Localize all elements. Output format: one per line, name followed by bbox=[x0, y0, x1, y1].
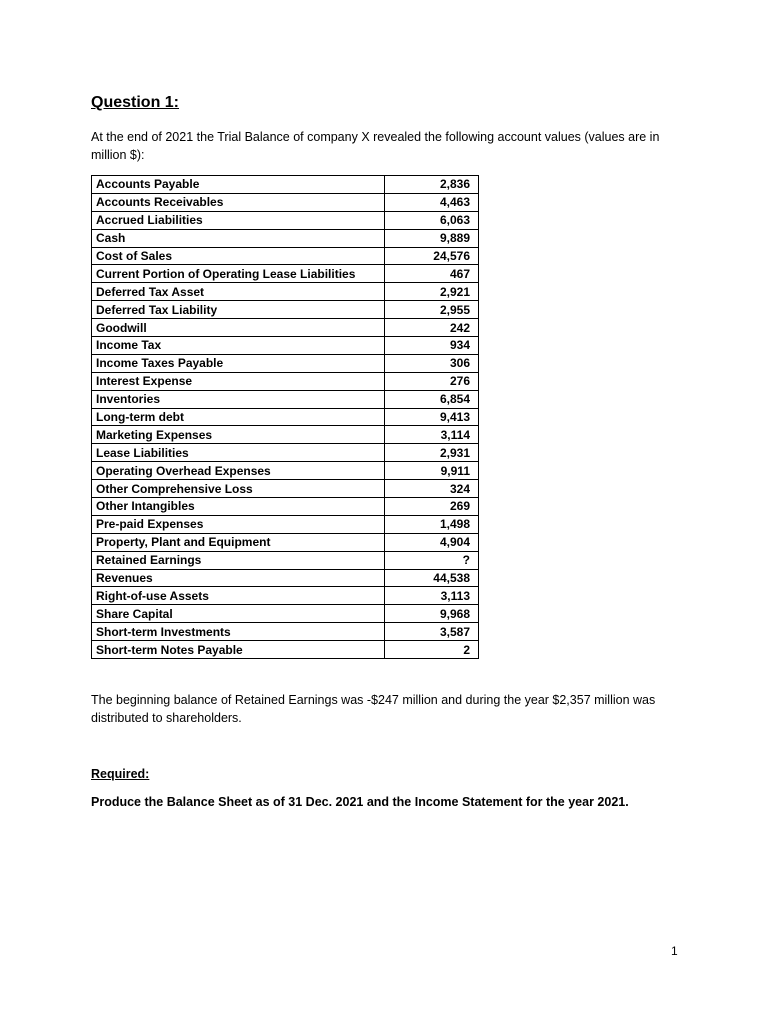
account-name: Pre-paid Expenses bbox=[92, 515, 385, 533]
account-value: 9,911 bbox=[385, 462, 479, 480]
required-label: Required: bbox=[91, 767, 150, 781]
table-row bbox=[92, 265, 479, 283]
account-value: 24,576 bbox=[385, 247, 479, 265]
account-name: Accrued Liabilities bbox=[92, 211, 385, 229]
account-value: 2 bbox=[385, 641, 479, 659]
account-name: Retained Earnings bbox=[92, 551, 385, 569]
table-row bbox=[92, 337, 479, 355]
table-row bbox=[92, 372, 479, 390]
table-row bbox=[92, 319, 479, 337]
account-name: Short-term Notes Payable bbox=[92, 641, 385, 659]
account-value: 44,538 bbox=[385, 569, 479, 587]
account-name: Current Portion of Operating Lease Liabilities bbox=[92, 265, 385, 283]
table-row bbox=[92, 533, 479, 551]
table-row bbox=[92, 587, 479, 605]
account-name: Property, Plant and Equipment bbox=[92, 533, 385, 551]
table-row bbox=[92, 444, 479, 462]
account-name: Other Intangibles bbox=[92, 498, 385, 516]
account-name: Revenues bbox=[92, 569, 385, 587]
account-value: 3,113 bbox=[385, 587, 479, 605]
account-name: Short-term Investments bbox=[92, 623, 385, 641]
account-name: Operating Overhead Expenses bbox=[92, 462, 385, 480]
account-value: 242 bbox=[385, 319, 479, 337]
account-name: Income Taxes Payable bbox=[92, 354, 385, 372]
retained-earnings-note: The beginning balance of Retained Earnings was -$247 million and during the year $2,357 million was distributed to shareholders. bbox=[91, 693, 656, 725]
table-row bbox=[92, 211, 479, 229]
table-row bbox=[92, 193, 479, 211]
account-value: 2,921 bbox=[385, 283, 479, 301]
account-value: ? bbox=[385, 551, 479, 569]
table-row bbox=[92, 176, 479, 194]
account-value: 324 bbox=[385, 480, 479, 498]
table-row bbox=[92, 498, 479, 516]
question-heading: Question 1: bbox=[91, 94, 180, 111]
account-value: 9,968 bbox=[385, 605, 479, 623]
account-name: Deferred Tax Liability bbox=[92, 301, 385, 319]
account-value: 6,854 bbox=[385, 390, 479, 408]
account-value: 4,463 bbox=[385, 193, 479, 211]
account-name: Share Capital bbox=[92, 605, 385, 623]
table-row bbox=[92, 426, 479, 444]
account-name: Accounts Payable bbox=[92, 176, 385, 194]
table-row bbox=[92, 408, 479, 426]
account-name: Lease Liabilities bbox=[92, 444, 385, 462]
table-row bbox=[92, 229, 479, 247]
account-name: Goodwill bbox=[92, 319, 385, 337]
table-row bbox=[92, 462, 479, 480]
table-row bbox=[92, 480, 479, 498]
table-row bbox=[92, 623, 479, 641]
table-row bbox=[92, 515, 479, 533]
table-row bbox=[92, 641, 479, 659]
trial-balance-body bbox=[92, 176, 479, 659]
account-value: 4,904 bbox=[385, 533, 479, 551]
table-row bbox=[92, 390, 479, 408]
account-name: Marketing Expenses bbox=[92, 426, 385, 444]
account-value: 1,498 bbox=[385, 515, 479, 533]
account-name: Right-of-use Assets bbox=[92, 587, 385, 605]
account-value: 6,063 bbox=[385, 211, 479, 229]
account-name: Inventories bbox=[92, 390, 385, 408]
account-value: 269 bbox=[385, 498, 479, 516]
account-value: 276 bbox=[385, 372, 479, 390]
account-name: Interest Expense bbox=[92, 372, 385, 390]
account-value: 9,889 bbox=[385, 229, 479, 247]
account-value: 2,931 bbox=[385, 444, 479, 462]
account-name: Deferred Tax Asset bbox=[92, 283, 385, 301]
account-value: 3,587 bbox=[385, 623, 479, 641]
account-name: Cost of Sales bbox=[92, 247, 385, 265]
table-row bbox=[92, 569, 479, 587]
account-value: 306 bbox=[385, 354, 479, 372]
table-row bbox=[92, 247, 479, 265]
account-name: Long-term debt bbox=[92, 408, 385, 426]
table-row bbox=[92, 605, 479, 623]
account-value: 934 bbox=[385, 337, 479, 355]
account-name: Cash bbox=[92, 229, 385, 247]
account-name: Accounts Receivables bbox=[92, 193, 385, 211]
account-value: 467 bbox=[385, 265, 479, 283]
account-name: Other Comprehensive Loss bbox=[92, 480, 385, 498]
account-value: 3,114 bbox=[385, 426, 479, 444]
table-row bbox=[92, 354, 479, 372]
account-value: 9,413 bbox=[385, 408, 479, 426]
account-name: Income Tax bbox=[92, 337, 385, 355]
trial-balance-table bbox=[91, 175, 479, 659]
intro-text: At the end of 2021 the Trial Balance of company X revealed the following account values (values are in million $): bbox=[91, 130, 660, 162]
page-number: 1 bbox=[671, 944, 678, 958]
task-text: Produce the Balance Sheet as of 31 Dec. 2021 and the Income Statement for the year 2021. bbox=[91, 795, 629, 809]
table-row bbox=[92, 551, 479, 569]
table-row bbox=[92, 283, 479, 301]
table-row bbox=[92, 301, 479, 319]
account-value: 2,955 bbox=[385, 301, 479, 319]
account-value: 2,836 bbox=[385, 176, 479, 194]
